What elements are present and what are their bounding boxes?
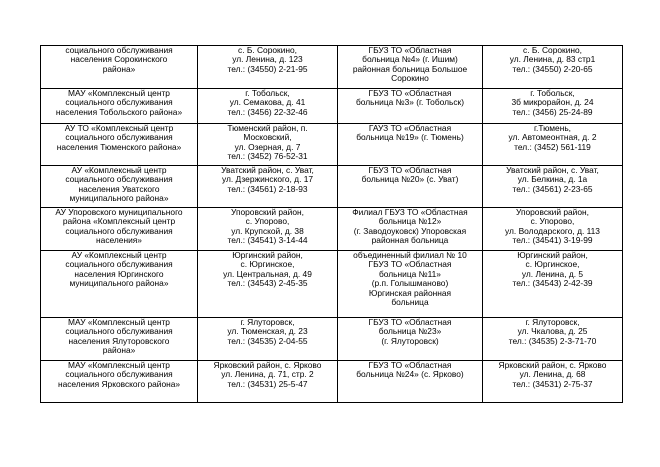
cell-text-line: г. Тобольск, bbox=[530, 88, 575, 98]
org-name-cell bbox=[41, 89, 198, 124]
cell-text-line: больница №3» (г. Тобольск) bbox=[356, 97, 464, 108]
cell-text-line: тел.: (34535) 2-04-55 bbox=[227, 335, 308, 346]
cell-text-line: ул. Ленина, д. 68 bbox=[519, 369, 586, 380]
cell-text-line: ул. Дзержинского, д. 17 bbox=[221, 174, 314, 185]
cell-text-line: г. Ялуторовск, bbox=[525, 317, 580, 327]
cell-text-line: муниципального района» bbox=[69, 278, 169, 289]
cell-text-line: районная больница bbox=[371, 235, 449, 246]
org-name-cell bbox=[41, 46, 198, 89]
hospital-address-cell bbox=[483, 124, 623, 166]
table-row bbox=[41, 166, 623, 208]
cell-text-line: АУ Упоровского муниципального bbox=[55, 207, 183, 217]
cell-text-line: социального обслуживания bbox=[65, 259, 173, 270]
table-row bbox=[41, 208, 623, 251]
org-name-cell bbox=[41, 124, 198, 166]
cell-text-line: тел.: (3452) 561-119 bbox=[514, 141, 591, 152]
cell-text-line: МАУ «Комплексный центр bbox=[68, 88, 170, 98]
cell-text-line: Московский, bbox=[243, 132, 292, 143]
cell-text-line: ул. Тюменская, д. 23 bbox=[227, 326, 308, 337]
cell-text-line: тел.: (34531) 2-75-37 bbox=[512, 378, 593, 389]
cell-text-line: 3б микрорайон, д. 24 bbox=[511, 97, 594, 108]
hospital-name-cell bbox=[338, 124, 483, 166]
cell-text-line: населения Юргинского bbox=[74, 268, 164, 279]
organizations-table bbox=[40, 45, 623, 403]
cell-text-line: социального обслуживания bbox=[65, 132, 173, 143]
org-name-cell bbox=[41, 208, 198, 251]
org-name-cell bbox=[41, 166, 198, 208]
cell-text-line: ГБУЗ ТО «Областная bbox=[368, 259, 452, 270]
cell-text-line: Упоровский район, bbox=[516, 207, 589, 217]
hospital-address-cell bbox=[483, 361, 623, 403]
cell-text-line: ГАУЗ ТО «Областная bbox=[368, 123, 452, 133]
org-address-cell bbox=[198, 124, 338, 166]
cell-text-line: ул. Володарского, д. 113 bbox=[505, 225, 600, 236]
cell-text-line: социального обслуживания bbox=[65, 97, 173, 108]
org-address-cell bbox=[198, 208, 338, 251]
cell-text-line: АУ «Комплексный центр bbox=[71, 250, 167, 260]
cell-text-line: ГБУЗ ТО «Областная bbox=[368, 88, 452, 98]
cell-text-line: тел.: (34541) 3-19-99 bbox=[512, 235, 593, 246]
org-name-cell bbox=[41, 318, 198, 361]
table-body bbox=[41, 46, 623, 403]
cell-text-line: с. Упорово, bbox=[530, 216, 575, 227]
cell-text-line: больница №12» bbox=[378, 216, 442, 227]
cell-text-line: ул. Ленина, д. 5 bbox=[521, 268, 584, 279]
cell-text-line: (р.п. Голышманово) bbox=[371, 278, 449, 289]
hospital-name-cell bbox=[338, 46, 483, 89]
table-row bbox=[41, 89, 623, 124]
cell-text-line: больница №23» bbox=[378, 326, 442, 337]
org-address-cell bbox=[198, 251, 338, 318]
cell-text-line: Тюменский район, п. bbox=[227, 123, 308, 133]
cell-text-line: Уватский район, с. Уват, bbox=[506, 165, 599, 175]
cell-text-line: ГБУЗ ТО «Областная bbox=[368, 45, 452, 55]
table-row bbox=[41, 46, 623, 89]
cell-text-line: населения Сорокинского bbox=[70, 54, 168, 65]
hospital-address-cell bbox=[483, 166, 623, 208]
hospital-name-cell bbox=[338, 89, 483, 124]
cell-text-line: тел.: (34543) 2-42-39 bbox=[512, 278, 593, 289]
org-name-cell bbox=[41, 251, 198, 318]
cell-text-line: Юргинский район, bbox=[232, 250, 303, 260]
table-row bbox=[41, 124, 623, 166]
cell-text-line: ул. Крупской, д. 38 bbox=[231, 225, 304, 236]
cell-text-line: Филиал ГБУЗ ТО «Областная bbox=[352, 207, 468, 217]
cell-text-line: г. Ялуторовск, bbox=[240, 317, 295, 327]
org-address-cell bbox=[198, 318, 338, 361]
cell-text-line: тел.: (34541) 3-14-44 bbox=[227, 235, 308, 246]
cell-text-line: ул. Ленина, д. 83 стр1 bbox=[509, 54, 596, 65]
cell-text-line: ул. Озерная, д. 7 bbox=[234, 141, 301, 152]
org-address-cell bbox=[198, 166, 338, 208]
cell-text-line: с. Б. Сорокино, bbox=[523, 45, 582, 55]
org-address-cell bbox=[198, 89, 338, 124]
cell-text-line: больница №11» bbox=[379, 268, 441, 279]
cell-text-line: районная больница Большое bbox=[352, 63, 468, 74]
org-address-cell bbox=[198, 361, 338, 403]
table-row bbox=[41, 318, 623, 361]
cell-text-line: Юргинский район, bbox=[517, 250, 588, 260]
cell-text-line: тел.: (34550) 2-21-95 bbox=[227, 63, 308, 74]
cell-text-line: больница №4» (г. Ишим) bbox=[362, 54, 458, 65]
cell-text-line: тел.: (34561) 2-18-93 bbox=[227, 183, 308, 194]
cell-text-line: района «Комплексный центр bbox=[62, 216, 176, 227]
hospital-address-cell bbox=[483, 89, 623, 124]
hospital-address-cell bbox=[483, 318, 623, 361]
cell-text-line: населения Тюменского района» bbox=[56, 141, 182, 152]
cell-text-line: тел.: (34531) 25-5-47 bbox=[227, 378, 308, 389]
cell-text-line: тел.: (34550) 2-20-65 bbox=[512, 63, 593, 74]
hospital-name-cell bbox=[338, 361, 483, 403]
cell-text-line: с. Б. Сорокино, bbox=[238, 45, 297, 55]
cell-text-line: социального обслуживания bbox=[65, 326, 173, 337]
cell-text-line: больница №24» (с. Ярково) bbox=[356, 369, 464, 380]
cell-text-line: социального обслуживания bbox=[65, 174, 173, 185]
org-address-cell bbox=[198, 46, 338, 89]
cell-text-line: муниципального района» bbox=[69, 193, 169, 204]
cell-text-line: тел.: (3452) 76-52-31 bbox=[227, 151, 308, 162]
cell-text-line: АУ «Комплексный центр bbox=[71, 165, 167, 175]
cell-text-line: тел.: (34561) 2-23-65 bbox=[512, 183, 593, 194]
hospital-address-cell bbox=[483, 251, 623, 318]
cell-text-line: с. Юргинское, bbox=[240, 259, 295, 270]
cell-text-line: ул. Ленина, д. 123 bbox=[232, 54, 303, 65]
cell-text-line: с. Юргинское, bbox=[525, 259, 580, 270]
cell-text-line: ул. Семакова, д. 41 bbox=[229, 97, 306, 108]
cell-text-line: Юргинская районная bbox=[368, 287, 452, 298]
cell-text-line: Ярковский район, с. Ярково bbox=[213, 360, 322, 370]
cell-text-line: МАУ «Комплексный центр bbox=[68, 360, 170, 370]
cell-text-line: г. Тобольск, bbox=[245, 88, 290, 98]
cell-text-line: тел.: (34535) 2-3-71-70 bbox=[508, 335, 597, 346]
cell-text-line: Упоровский район, bbox=[231, 207, 304, 217]
cell-text-line: Уватский район, с. Уват, bbox=[221, 165, 314, 175]
cell-text-line: ул. Чкалова, д. 25 bbox=[517, 326, 588, 337]
cell-text-line: Ярковский район, с. Ярково bbox=[498, 360, 607, 370]
hospital-name-cell bbox=[338, 166, 483, 208]
cell-text-line: тел.: (3456) 25-24-89 bbox=[512, 106, 593, 117]
table-row bbox=[41, 251, 623, 318]
cell-text-line: (г. Заводоуковск) Упоровская bbox=[353, 225, 467, 236]
cell-text-line: Сорокино bbox=[391, 73, 429, 84]
cell-text-line: АУ ТО «Комплексный центр bbox=[64, 123, 174, 133]
cell-text-line: ГБУЗ ТО «Областная bbox=[368, 360, 452, 370]
hospital-name-cell bbox=[338, 208, 483, 251]
hospital-name-cell bbox=[338, 318, 483, 361]
cell-text-line: тел.: (3456) 22-32-46 bbox=[227, 106, 308, 117]
cell-text-line: г.Тюмень, bbox=[533, 123, 572, 133]
cell-text-line: (г. Ялуторовск) bbox=[381, 335, 439, 346]
cell-text-line: ГБУЗ ТО «Областная bbox=[368, 317, 452, 327]
cell-text-line: ул. Белкина, д. 1а bbox=[517, 174, 588, 185]
hospital-address-cell bbox=[483, 46, 623, 89]
cell-text-line: МАУ «Комплексный центр bbox=[68, 317, 170, 327]
org-name-cell bbox=[41, 361, 198, 403]
cell-text-line: ГБУЗ ТО «Областная bbox=[368, 165, 452, 175]
cell-text-line: социального обслуживания bbox=[65, 225, 173, 236]
cell-text-line: больница №19» (г. Тюмень) bbox=[356, 132, 464, 143]
cell-text-line: ул. Ленина, д. 71, стр. 2 bbox=[221, 369, 314, 380]
cell-text-line: тел.: (34543) 2-45-35 bbox=[227, 278, 308, 289]
cell-text-line: населения Ярковского района» bbox=[57, 378, 181, 389]
hospital-name-cell bbox=[338, 251, 483, 318]
cell-text-line: района» bbox=[102, 345, 136, 356]
cell-text-line: социального обслуживания bbox=[65, 45, 173, 55]
table-row bbox=[41, 361, 623, 403]
cell-text-line: ул. Автомеонтная, д. 2 bbox=[508, 132, 597, 143]
cell-text-line: ул. Центральная, д. 49 bbox=[223, 268, 312, 279]
cell-text-line: населения Уватского bbox=[78, 183, 160, 194]
cell-text-line: социального обслуживания bbox=[65, 369, 173, 380]
cell-text-line: населения Ялуторовского bbox=[68, 335, 170, 346]
cell-text-line: больница №20» (с. Уват) bbox=[361, 174, 459, 185]
cell-text-line: населения» bbox=[96, 235, 142, 246]
cell-text-line: объединенный филиал № 10 bbox=[353, 250, 467, 260]
cell-text-line: района» bbox=[102, 63, 136, 74]
cell-text-line: населения Тобольского района» bbox=[55, 106, 183, 117]
cell-text-line: с. Упорово, bbox=[245, 216, 290, 227]
hospital-address-cell bbox=[483, 208, 623, 251]
cell-text-line: больница bbox=[391, 297, 429, 308]
